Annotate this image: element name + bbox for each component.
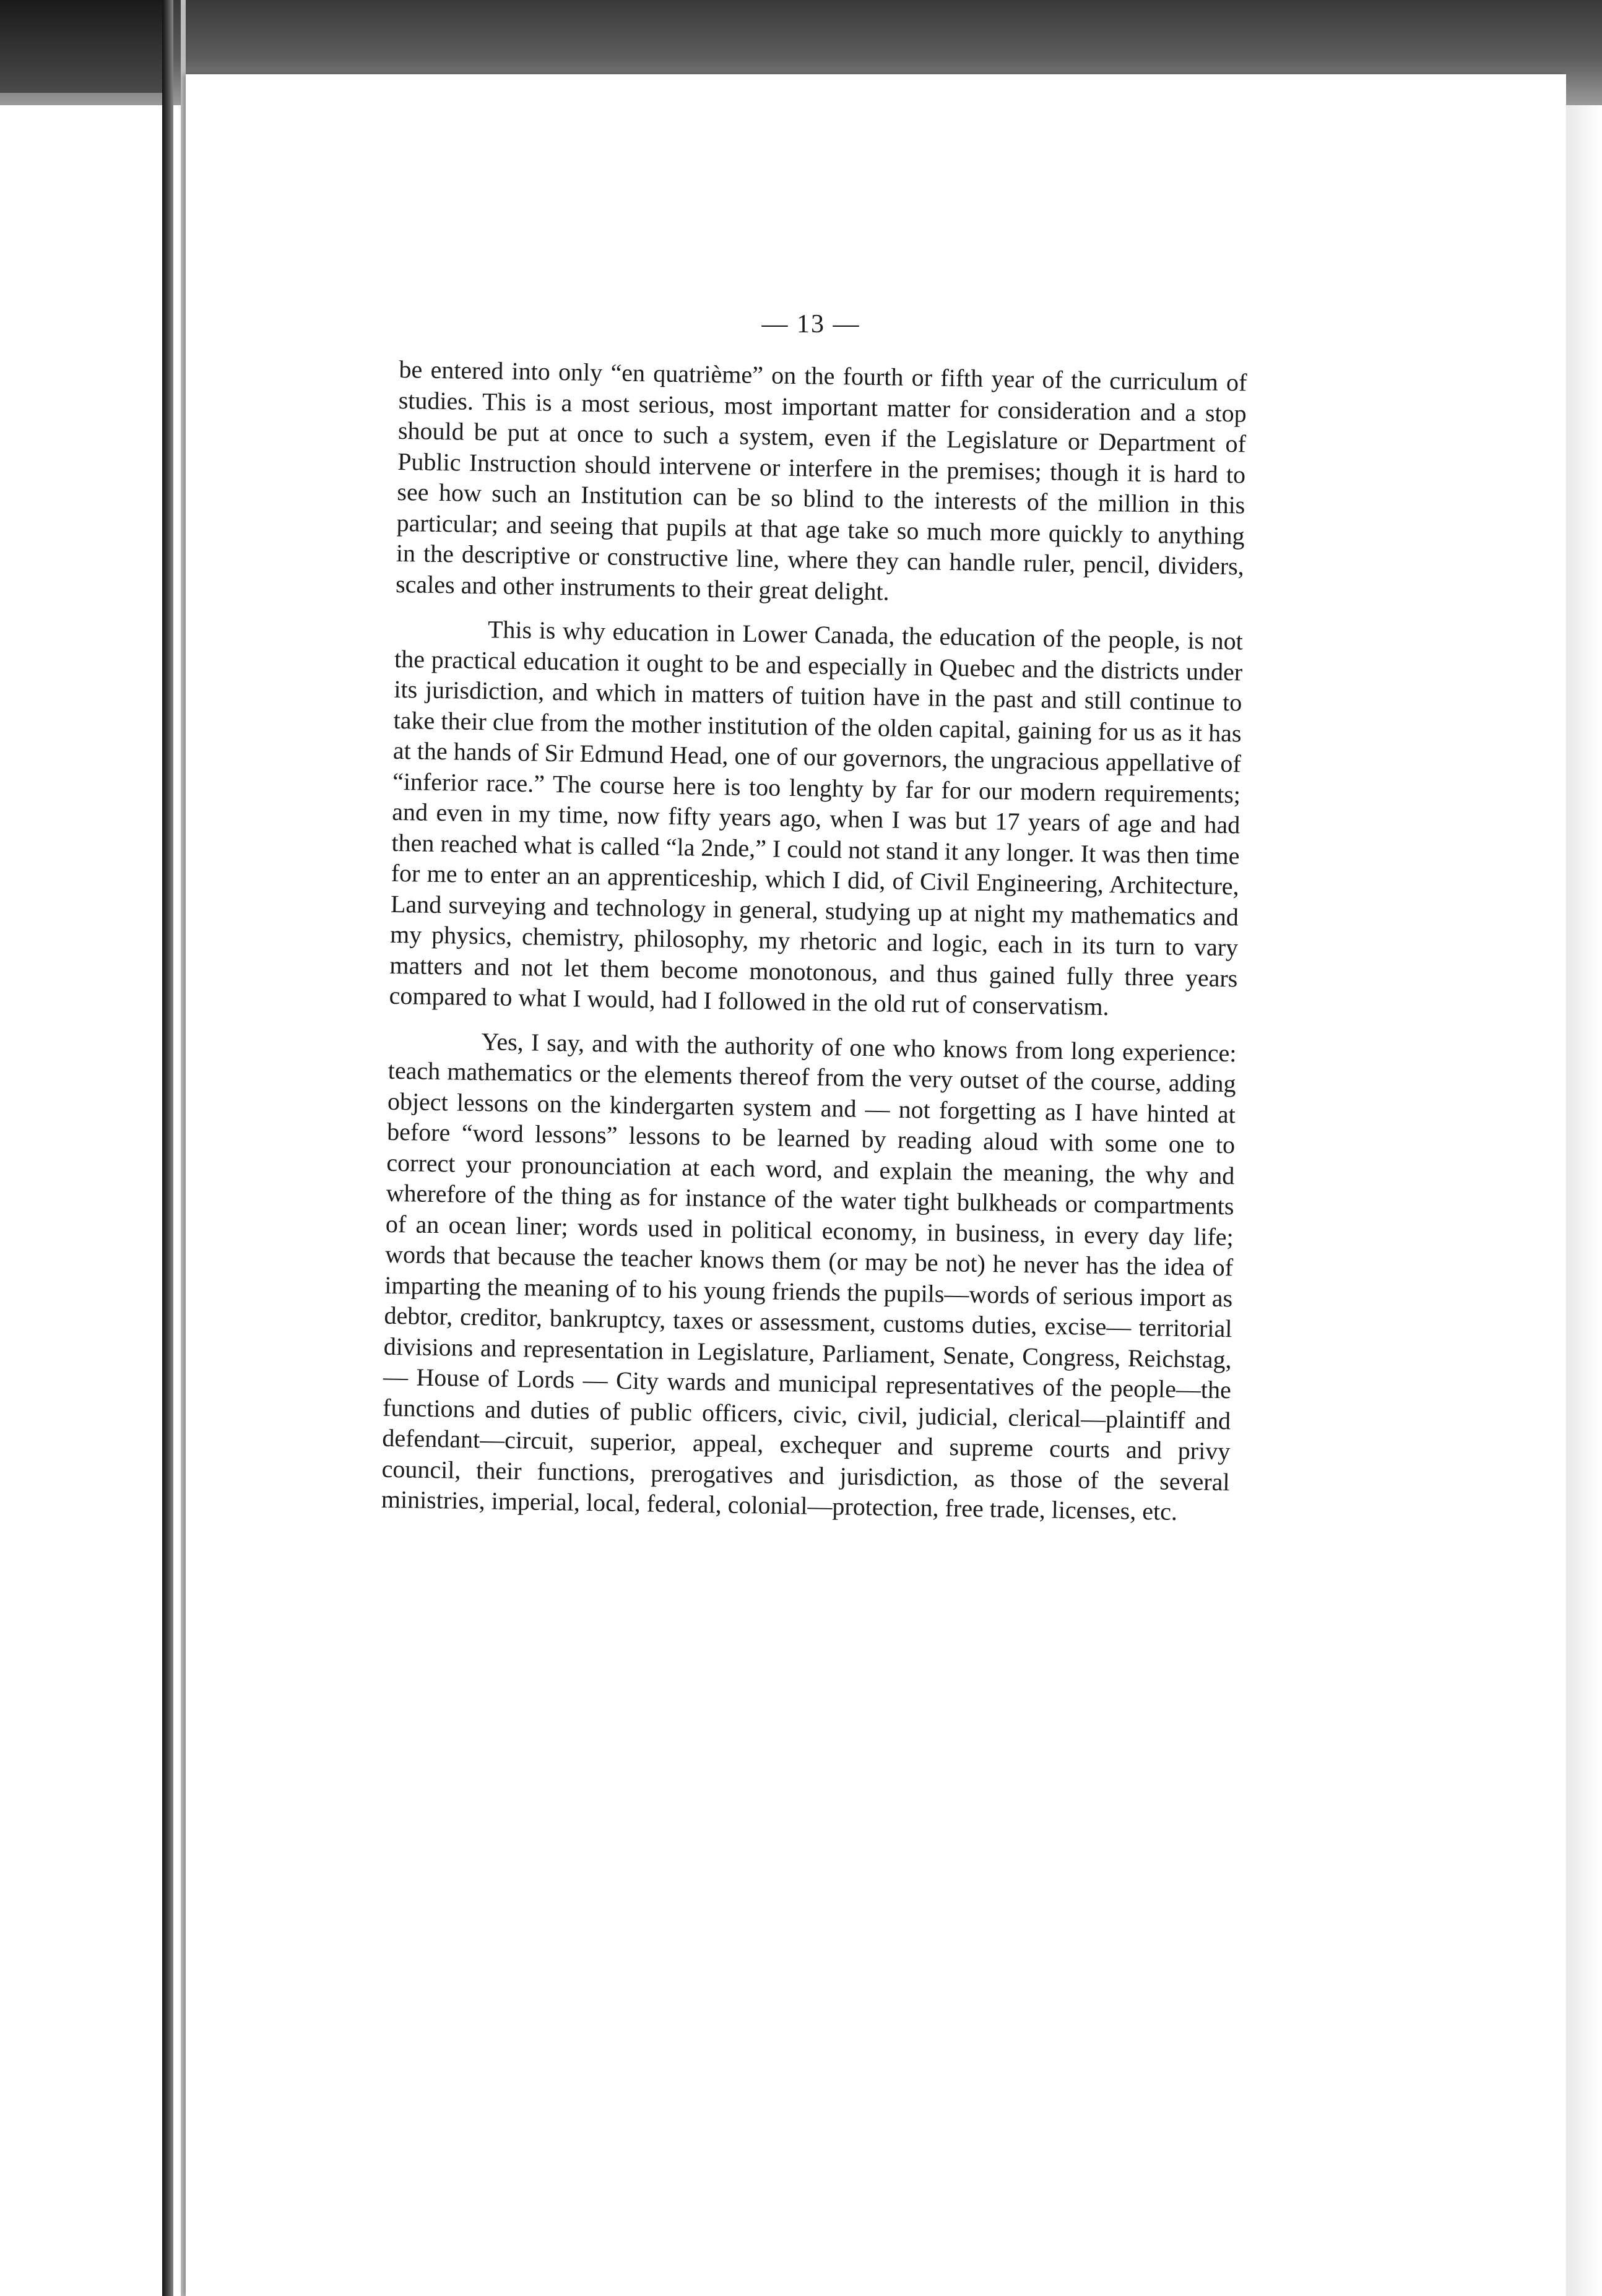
book-spine bbox=[162, 0, 173, 2296]
facing-page-margin bbox=[0, 93, 162, 2296]
page-gutter bbox=[181, 0, 186, 2296]
paragraph-2: This is why education in Lower Canada, the education of the people, is not the practical education it ought to be and especially in Quebec and the districts under its jurisdiction, and which in matters of tuition have in the past and still continue to take their clue from the mother institution of the olden capital, gaining for us as it has at the hands of Sir Edmund Head, one of our governors, the ungracious appellative of “inferior race.” The course here is too lenghty by far for our modern requirements; and even in my time, now fifty years ago, when I was but 17 years of age and had then reached what is called “la 2nde,” I could not stand it any longer. It was then time for me to enter an an apprenticeship, which I did, of Civil Engineering, Architecture, Land surveying and technology in general, studying up at night my mathematics and my physics, chemistry, philosophy, my rhetoric and logic, each in its turn to vary matters and not let them become monotonous, and thus gained fully three years compared to what I would, had I followed in the old rut of conservatism. bbox=[389, 615, 1244, 1021]
paragraph-1: be entered into only “en quatrième” on the fourth or fifth year of the curriculum of studies. This is a most serious, most important matter for consideration and a stop should be put at once to such a system, even if the Legislature or Department of Public Instruction should intervene or interfere in the premises; though it is hard to see how such an Institution can be so blind to the interests of the million in this particular; and seeing that pupils at that age take so much more quickly to anything in the descriptive or constructive line, where they can handle ruler, pencil, dividers, scales and other instruments to their great delight. bbox=[395, 355, 1247, 605]
book-edge-shadow bbox=[0, 0, 162, 93]
page-number: — 13 — bbox=[761, 310, 860, 339]
paragraph-3: Yes, I say, and with the authority of one who knows from long experience: teach mathematics or the elements thereof from the very outset of the course, adding object lessons on the kindergarten system and — not forgetting as I have hinted at before “word lessons” lessons to be learned by reading aloud with some one to correct your pronounciation at each word, and explain the meaning, the why and wherefore of the thing as for instance of the water tight bulkheads or compartments of an ocean liner; words used in political economy, in business, in every day life; words that because the teacher knows them (or may be not) he never has the idea of imparting the meaning of to his young friends the pupils—words of serious import as debtor, creditor, bankruptcy, taxes or assessment, customs duties, excise— territorial divisions and representation in Legislature, Parliament, Senate, Congress, Reichstag, — House of Lords — City wards and municipal representatives of the people—the functions and duties of public officers, civic, civil, judicial, clerical—plaintiff and defendant—circuit, superior, appeal, exchequer and supreme courts and privy council, their functions, prerogatives and jurisdiction, as those of the several ministries, imperial, local, federal, colonial—protection, free trade, licenses, etc. bbox=[381, 1027, 1237, 1526]
page-edge bbox=[1566, 105, 1602, 2296]
page-body-text bbox=[381, 354, 1247, 1542]
